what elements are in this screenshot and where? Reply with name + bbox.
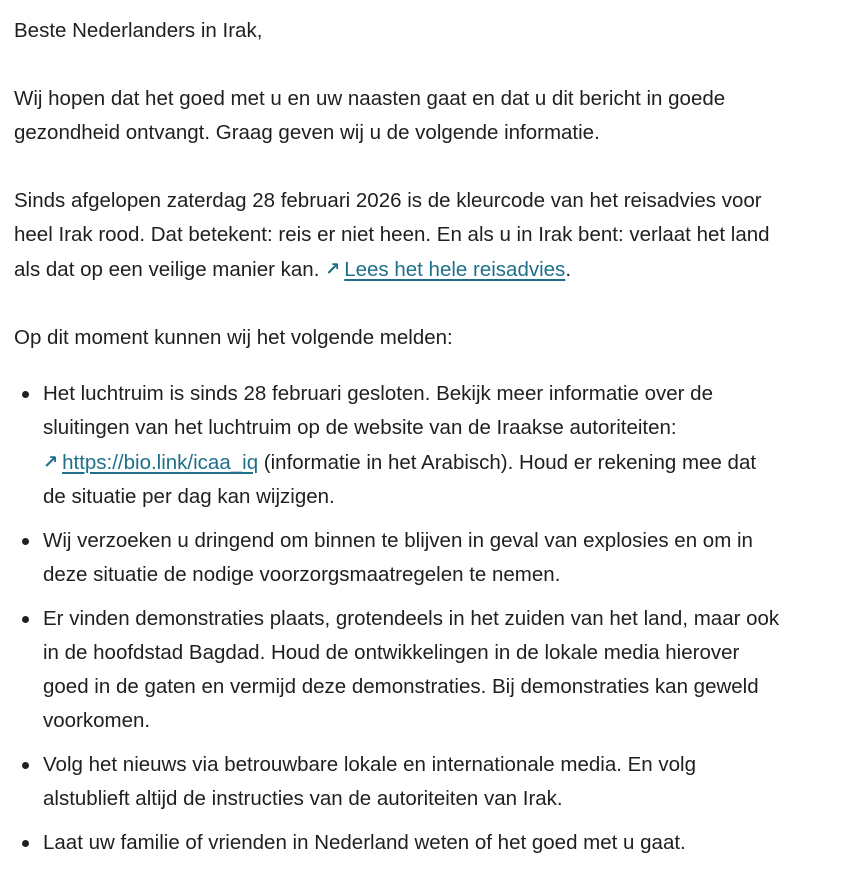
airspace-line-2: sluitingen van het luchtruim op de website van de Iraakse autoriteiten: [43,416,677,439]
news-line-2: alstublieft altijd de instructies van de autoriteiten van Irak. [43,787,563,810]
advice-line-2: heel Irak rood. Dat betekent: reis er niet heen. En als u in Irak bent: verlaat het land [14,223,770,246]
demonstrations-line-4: voorkomen. [43,709,151,732]
bullet-dot-icon [22,616,29,623]
travel-advice-link[interactable] [325,258,565,281]
intro-paragraph [14,82,853,150]
bullet-dot-icon [22,840,29,847]
external-link-arrow-icon: ↗ [43,452,59,472]
report-intro-text: Op dit moment kunnen wij het volgende melden: [14,326,453,349]
list-item-demonstrations [14,602,853,738]
stay-inside-line-1: Wij verzoeken u dringend om binnen te blijven in geval van explosies en om in [43,529,753,552]
stay-inside-line-2: deze situatie de nodige voorzorgsmaatregelen te nemen. [43,563,561,586]
demonstrations-line-1: Er vinden demonstraties plaats, grotendeels in het zuiden van het land, maar ook [43,607,780,630]
airspace-line-3-suffix: (informatie in het Arabisch). Houd er rekening mee dat [258,451,757,474]
intro-line-1: Wij hopen dat het goed met u en uw naasten gaat en dat u dit bericht in goede [14,87,726,110]
airspace-line-3 [43,445,853,480]
news-line-1: Volg het nieuws via betrouwbare lokale en internationale media. En volg [43,753,696,776]
advice-line-3-suffix: . [565,258,572,281]
airspace-line-1: Het luchtruim is sinds 28 februari gesloten. Bekijk meer informatie over de [43,382,713,405]
demonstrations-line-3: goed in de gaten en vermijd deze demonstraties. Bij demonstraties kan geweld [43,675,759,698]
external-link-arrow-icon: ↗ [325,259,341,279]
bullet-dot-icon [22,538,29,545]
list-item-news [14,748,853,816]
bullet-dot-icon [22,391,29,398]
list-item-stay-inside [14,524,853,592]
greeting-text: Beste Nederlanders in Irak, [14,19,263,42]
icaa-link-text: https://bio.link/icaa_iq [62,451,259,474]
demonstrations-line-2: in de hoofdstad Bagdad. Houd de ontwikkelingen in de lokale media hierover [43,641,740,664]
family-line-1: Laat uw familie of vrienden in Nederland weten of het goed met u gaat. [43,831,686,854]
intro-line-2: gezondheid ontvangt. Graag geven wij u de volgende informatie. [14,121,600,144]
travel-advice-paragraph [14,184,853,287]
icaa-link[interactable] [43,451,258,474]
greeting [14,14,853,48]
airspace-line-4: de situatie per dag kan wijzigen. [43,485,335,508]
advice-line-3 [14,252,853,287]
advice-line-1: Sinds afgelopen zaterdag 28 februari 2026 is de kleurcode van het reisadvies voor [14,189,762,212]
list-item-family [14,826,853,860]
travel-advice-link-text: Lees het hele reisadvies [344,258,566,281]
list-item-airspace [14,377,853,514]
announcement-list [14,377,853,860]
report-intro [14,321,853,355]
advice-line-3-prefix: als dat op een veilige manier kan. [14,258,320,281]
bullet-dot-icon [22,762,29,769]
